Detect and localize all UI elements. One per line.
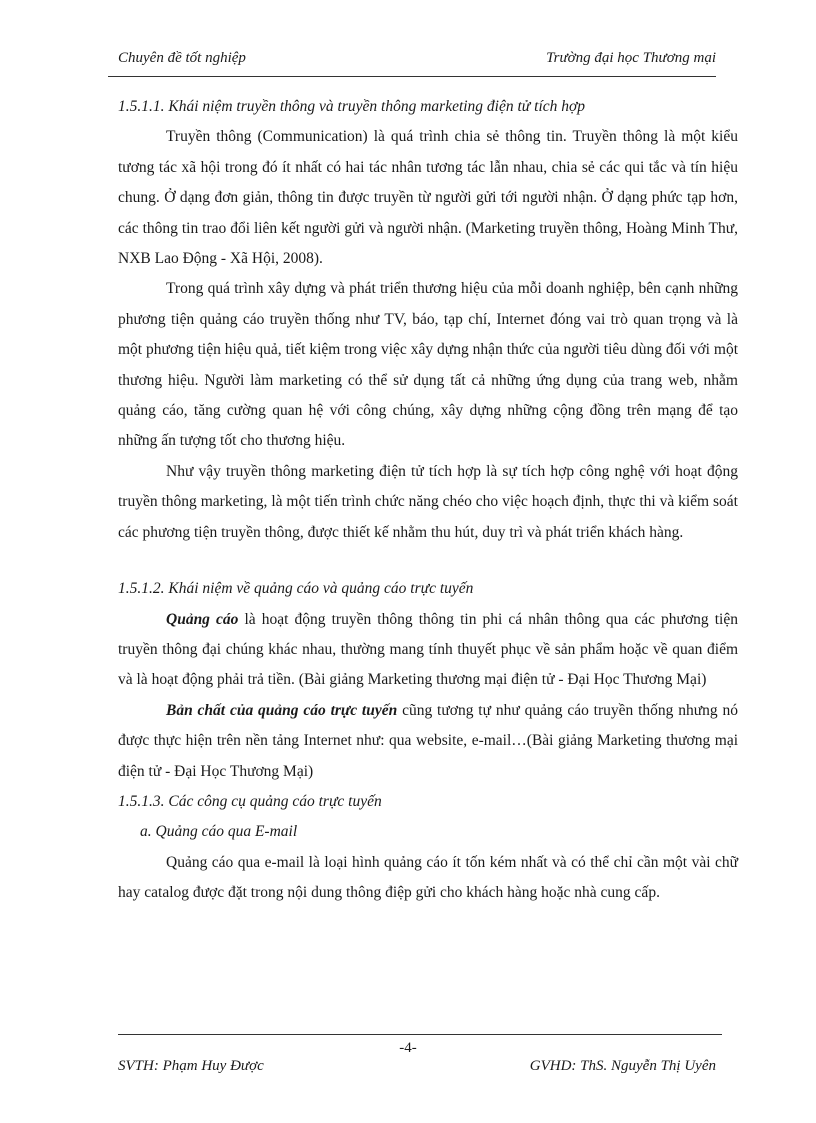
paragraph-email-advertising: Quảng cáo qua e-mail là loại hình quảng cáo ít tốn kém nhất và có thể chỉ cần một vài chữ hay catalog được đặt trong nội dung thông điệp gửi cho khách hàng hoặc nhà cung cấp. xyxy=(118,853,738,902)
paragraph-advertising-definition xyxy=(118,605,738,696)
section-heading-1-5-1-1: 1.5.1.1. Khái niệm truyền thông và truyền thông marketing điện tử tích hợp xyxy=(118,98,586,115)
page-number: -4- xyxy=(399,1040,417,1056)
document-body xyxy=(118,92,738,909)
online-advertising-nature-text: cũng tương tự như quảng cáo truyền thống nhưng nó được thực hiện trên nền tảng Internet như: qua website, e-mail…(Bài giảng Marketing thương mại điện tử - Đại Học Thương Mại) xyxy=(118,701,738,780)
term-advertising: Quảng cáo xyxy=(166,610,239,628)
section-heading-1-5-1-2: 1.5.1.2. Khái niệm về quảng cáo và quảng cáo trực tuyến xyxy=(118,580,474,598)
footer-student: SVTH: Phạm Huy Được xyxy=(118,1058,264,1074)
page-header xyxy=(118,48,716,72)
header-left-text: Chuyên đề tốt nghiệp xyxy=(118,50,246,66)
footer-divider-long xyxy=(288,1034,722,1035)
paragraph-brand-building: Trong quá trình xây dựng và phát triển thương hiệu của mỗi doanh nghiệp, bên cạnh những phương tiện quảng cáo truyền thống như TV, báo, tạp chí, Internet đóng vai trò quan trọng và là một phương tiện hiệu quả, tiết kiệm trong việc xây dựng nhận thức của người tiêu dùng đối với một thương hiệu. Người làm marketing có thể sử dụng tất cả những ứng dụng của trang web, nhằm quảng cáo, tăng cường quan hệ với công chúng, xây dựng những cộng đồng trên mạng để tạo những ấn tượng tốt cho thương hiệu. xyxy=(118,280,738,450)
footer-divider-short xyxy=(118,1034,288,1035)
spacer xyxy=(118,548,738,574)
paragraph-integrated-marketing: Như vậy truyền thông marketing điện tử tích hợp là sự tích hợp công nghệ với hoạt động truyền thông marketing, là một tiến trình chức năng chéo cho việc hoạch định, thực thi và kiểm soát các phương tiện truyền thông, được thiết kế nhằm thu hút, duy trì và phát triển khách hàng. xyxy=(118,462,738,541)
advertising-definition-text: là hoạt động truyền thông thông tin phi cá nhân thông qua các phương tiện truyền thông đại chúng khác nhau, thường mang tính thuyết phục về sản phẩm hoặc về quan điểm và là hoạt động phải trả tiền. (Bài giảng Marketing thương mại điện tử - Đại Học Thương Mại) xyxy=(118,610,738,689)
term-online-advertising-nature: Bản chất của quảng cáo trực tuyến xyxy=(166,701,398,719)
paragraph-online-advertising-nature xyxy=(118,696,738,787)
paragraph-communication-definition: Truyền thông (Communication) là quá trình chia sẻ thông tin. Truyền thông là một kiểu tương tác xã hội trong đó ít nhất có hai tác nhân tương tác lẫn nhau, chia sẻ các qui tắc và tín hiệu chung. Ở dạng đơn giản, thông tin được truyền từ người gửi tới người nhận. Ở dạng phức tạp hơn, các thông tin trao đổi liên kết người gửi và người nhận. (Marketing truyền thông, Hoàng Minh Thư, NXB Lao Động - Xã Hội, 2008). xyxy=(118,128,738,268)
section-heading-1-5-1-3: 1.5.1.3. Các công cụ quảng cáo trực tuyến xyxy=(118,792,382,810)
header-divider xyxy=(108,76,716,77)
subheading-email-advertising: a. Quảng cáo qua E-mail xyxy=(140,823,298,841)
header-right-text: Trường đại học Thương mại xyxy=(546,50,716,66)
footer-advisor: GVHD: ThS. Nguyễn Thị Uyên xyxy=(529,1058,716,1074)
